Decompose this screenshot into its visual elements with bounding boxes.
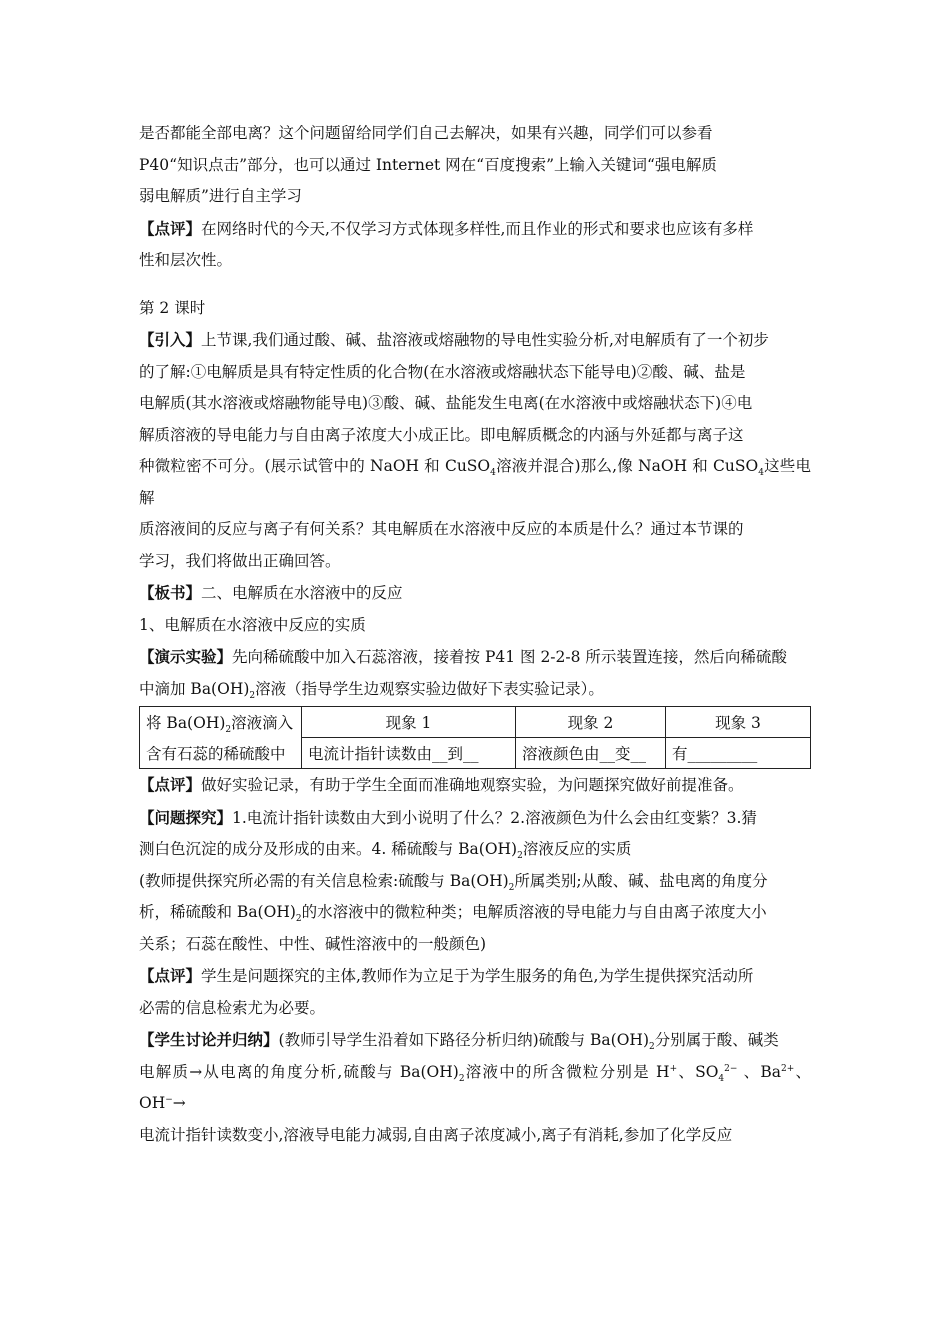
comment-paragraph-1-cont: 性和层次性。 (139, 251, 233, 269)
discuss-text: 、SO (677, 1062, 719, 1081)
table-header-phenomenon-2: 现象 2 (516, 707, 666, 738)
lesson-title: 第 2 课时 (139, 298, 206, 317)
subscript: 2 (649, 1042, 655, 1053)
comment-tag: 【点评】 (139, 966, 202, 985)
subscript: 2 (508, 882, 515, 893)
inquiry-text: 1.电流计指针读数由大到小说明了什么？2.溶液颜色为什么会由红变紫？3.猜 (232, 808, 757, 827)
comment-text: 做好实验记录，有助于学生全面而准确地观察实验，为问题探究做好前提准备。 (201, 776, 744, 794)
table-cell-action-cont: 含有石蕊的稀硫酸中 (140, 738, 302, 769)
superscript: 2+ (780, 1063, 795, 1074)
inquiry-text: 测白色沉淀的成分及形成的由来。4. 稀硫酸与 Ba(OH) (139, 840, 518, 858)
discuss-tag: 【学生讨论并归纳】 (139, 1030, 279, 1049)
paragraph-gap (139, 277, 811, 293)
lead-line-2: 的了解:①电解质是具有特定性质的化合物(在水溶液或熔融状态下能导电)②酸、碱、盐是 (139, 362, 746, 381)
discuss-text: 电解质→从电离的角度分析,硫酸与 Ba(OH) (139, 1062, 459, 1081)
experiment-record-table (139, 706, 811, 769)
lead-text: 上节课,我们通过酸、碱、盐溶液或熔融物的导电性实验分析,对电解质有了一个初步 (201, 331, 769, 349)
superscript: + (669, 1063, 678, 1074)
document-page (139, 118, 811, 1151)
table-header-phenomenon-1: 现象 1 (302, 707, 516, 738)
demo-tag: 【演示实验】 (139, 647, 233, 666)
demo-text: 溶液（指导学生边观察实验边做好下表实验记录）。 (255, 679, 604, 698)
table-row (140, 738, 811, 769)
subscript: 2 (517, 851, 523, 862)
section-heading: 1、电解质在水溶液中反应的实质 (139, 615, 366, 634)
discuss-text: (教师引导学生沿着如下路径分析归纳)硫酸与 Ba(OH) (278, 1031, 649, 1049)
inquiry-line-4 (139, 897, 811, 929)
discuss-line-1 (139, 1024, 811, 1057)
comment-paragraph-1 (139, 213, 811, 246)
superscript: − (165, 1094, 173, 1105)
inquiry-tag: 【问题探究】 (139, 807, 233, 827)
inquiry-text: 的水溶液中的微粒种类；电解质溶液的导电能力与自由离子浓度大小 (301, 903, 767, 921)
subscript: 2 (249, 690, 256, 701)
intro-line-1: 是否都能全部电离？这个问题留给同学们自己去解决，如果有兴趣，同学们可以参看 (139, 124, 713, 142)
inquiry-text: (教师提供探究所必需的有关信息检索:硫酸与 Ba(OH) (139, 871, 509, 890)
lead-line-4: 解质溶液的导电能力与自由离子浓度大小成正比。即电解质概念的内涵与外延都与离子这 (139, 425, 744, 444)
superscript: 2− (724, 1063, 738, 1074)
discuss-text: → (172, 1094, 186, 1112)
cell-text: 溶液滴入 (231, 714, 294, 733)
lead-tag: 【引入】 (139, 330, 202, 349)
comment-tag: 【点评】 (139, 775, 202, 794)
discuss-line-3: 电流计指针读数变小,溶液导电能力减弱,自由离子浓度减小,离子有消耗,参加了化学反应 (139, 1125, 733, 1144)
lead-text: 这些电解 (139, 457, 811, 507)
comment-paragraph-3-cont: 必需的信息检索尤为必要。 (139, 998, 326, 1017)
inquiry-text: 溶液反应的实质 (522, 840, 632, 858)
demo-line-1 (139, 641, 811, 674)
discuss-text: 溶液中的所含微粒分别是 H (464, 1062, 670, 1081)
table-cell-phenomenon-1: 电流计指针读数由__到__ (302, 738, 516, 769)
intro-line-3: 弱电解质”进行自主学习 (139, 187, 302, 205)
lead-line-6: 质溶液间的反应与离子有何关系？其电解质在水溶液中反应的本质是什么？通过本节课的 (139, 520, 744, 538)
table-cell-phenomenon-3: 有_________ (666, 738, 811, 769)
subscript: 2 (295, 914, 302, 925)
inquiry-line-2 (139, 834, 811, 866)
cell-text: 将 Ba(OH) (146, 714, 226, 733)
inquiry-line-3 (139, 866, 811, 898)
demo-line-2 (139, 674, 811, 706)
table-cell-phenomenon-2: 溶液颜色由__变__ (516, 738, 666, 769)
table-row (140, 707, 811, 738)
inquiry-text: 所属类别;从酸、碱、盐电离的角度分 (514, 871, 768, 890)
subscript: 2 (225, 725, 232, 736)
lead-text: 溶液并混合)那么,像 NaOH 和 CuSO (495, 457, 759, 475)
table-header-phenomenon-3: 现象 3 (666, 707, 811, 738)
comment-text: 学生是问题探究的主体,教师作为立足于为学生服务的角色,为学生提供探究活动所 (201, 967, 754, 985)
lead-line-3: 电解质(其水溶液或熔融物能导电)③酸、碱、盐能发生电离(在水溶液中或熔融状态下)④电 (139, 394, 753, 412)
intro-line-2: P40“知识点击”部分，也可以通过 Internet 网在“百度搜索”上输入关键词“强电解质 (139, 155, 717, 174)
board-line (139, 577, 811, 610)
subscript: 4 (490, 468, 496, 479)
subscript: 4 (758, 468, 764, 479)
comment-tag: 【点评】 (139, 218, 202, 238)
discuss-text: 、Ba (737, 1062, 781, 1081)
discuss-text: 分别属于酸、碱类 (654, 1031, 779, 1049)
subscript: 4 (718, 1073, 725, 1084)
inquiry-line-1 (139, 802, 811, 835)
lead-line-7: 学习，我们将做出正确回答。 (139, 551, 341, 570)
demo-text: 中滴加 Ba(OH) (139, 679, 250, 698)
board-tag: 【板书】 (139, 583, 202, 602)
subscript: 2 (458, 1073, 465, 1084)
demo-text: 先向稀硫酸中加入石蕊溶液，接着按 P41 图 2-2-8 所示装置连接，然后向稀硫酸 (232, 648, 787, 666)
lead-line-1 (139, 324, 811, 357)
inquiry-line-5: 关系；石蕊在酸性、中性、碱性溶液中的一般颜色) (139, 934, 487, 953)
discuss-line-2 (139, 1057, 811, 1120)
board-text: 二、电解质在水溶液中的反应 (201, 584, 403, 602)
inquiry-text: 析，稀硫酸和 Ba(OH) (139, 903, 296, 921)
lead-line-5 (139, 451, 811, 514)
lead-text: 种微粒密不可分。(展示试管中的 NaOH 和 CuSO (139, 457, 491, 475)
comment-text: 在网络时代的今天,不仅学习方式体现多样性,而且作业的形式和要求也应该有多样 (201, 219, 754, 238)
table-cell-action (140, 707, 302, 738)
comment-paragraph-3 (139, 960, 811, 993)
discuss-text: 、OH (139, 1062, 811, 1112)
comment-paragraph-2 (139, 769, 811, 802)
